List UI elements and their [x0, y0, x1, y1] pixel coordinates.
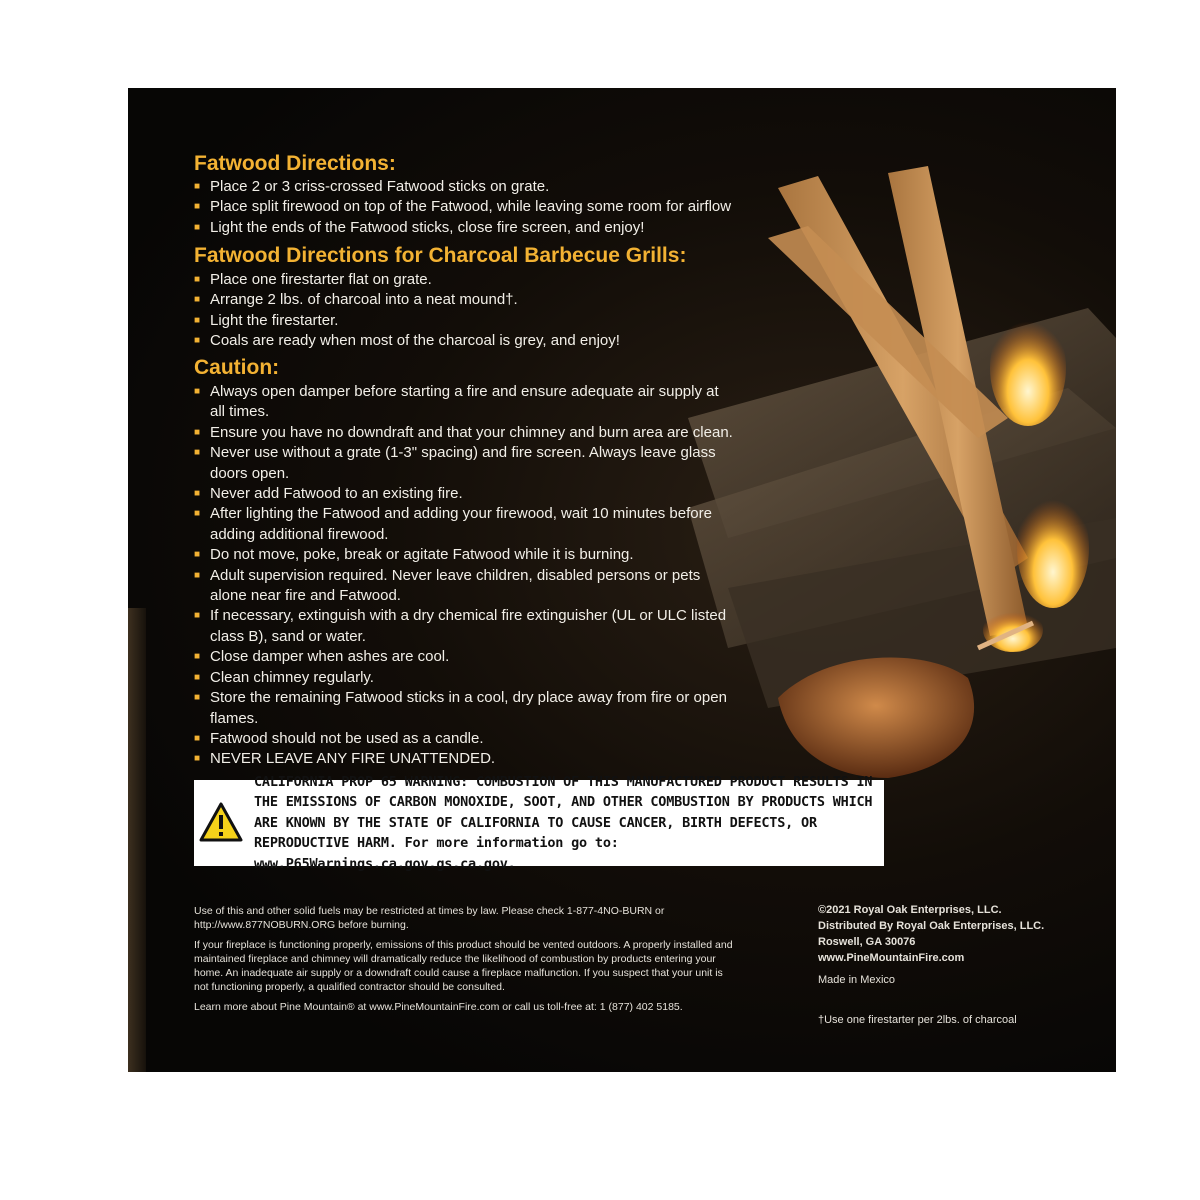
heading-fatwood-directions: Fatwood Directions:: [194, 152, 396, 175]
list-item: ■ Never use without a grate (1-3" spacing) and fire screen. Always leave glass doors open.: [194, 443, 734, 484]
warning-triangle-icon: [198, 800, 244, 846]
list-item: ■ Store the remaining Fatwood sticks in a cool, dry place away from fire or open flames.: [194, 688, 734, 729]
prop65-warning-box: [194, 773, 884, 872]
list-item: ■ Light the firestarter.: [194, 311, 764, 331]
burn-restriction-note: Use of this and other solid fuels may be restricted at times by law. Please check 1-877-4NO-BURN or http://www.877NOBURN.ORG before burning.: [194, 905, 665, 931]
heading-charcoal-directions: Fatwood Directions for Charcoal Barbecue Grills:: [194, 244, 687, 267]
list-item: ■ Ensure you have no downdraft and that your chimney and burn area are clean.: [194, 423, 734, 443]
list-item: ■ Place one firestarter flat on grate.: [194, 270, 764, 290]
list-item: ■ Coals are ready when most of the charcoal is grey, and enjoy!: [194, 331, 764, 351]
list-item: ■ Clean chimney regularly.: [194, 668, 734, 688]
list-item: ■ Place split firewood on top of the Fatwood, while leaving some room for airflow: [194, 197, 764, 217]
list-item: ■ Place 2 or 3 criss-crossed Fatwood sticks on grate.: [194, 177, 764, 197]
charcoal-directions-list: [194, 270, 764, 352]
heading-caution: Caution:: [194, 356, 280, 379]
website: www.PineMountainFire.com: [818, 952, 965, 964]
instructions-content: [128, 88, 1116, 1072]
copyright: ©2021 Royal Oak Enterprises, LLC.: [818, 904, 1002, 916]
company-info: [818, 902, 1088, 1028]
list-item: ■ Fatwood should not be used as a candle.: [194, 729, 734, 749]
fatwood-directions-list: [194, 177, 764, 238]
distributor: Distributed By Royal Oak Enterprises, LLC.: [818, 920, 1045, 932]
list-item: ■ Never add Fatwood to an existing fire.: [194, 484, 734, 504]
list-item: ■ If necessary, extinguish with a dry chemical fire extinguisher (UL or ULC listed class B), sand or water.: [194, 606, 734, 647]
package-back-panel: [128, 88, 1116, 1072]
list-item: ■ NEVER LEAVE ANY FIRE UNATTENDED.: [194, 749, 734, 769]
prop65-warning-text: CALIFORNIA PROP 65 WARNING: COMBUSTION OF THIS MANUFACTURED PRODUCT RESULTS IN THE EMISSIONS OF CARBON MONOXIDE, SOOT, AND OTHER COMBUSTION BY PRODUCTS WHICH ARE KNOWN BY THE STATE OF CALIFORNIA TO CAUSE CANCER, BIRTH DEFECTS, OR REPRODUCTIVE HARM. For more information go to: www.P65Warnings.ca.gov.gs.ca.gov.: [254, 773, 873, 872]
list-item: ■ Arrange 2 lbs. of charcoal into a neat mound†.: [194, 290, 764, 310]
list-item: ■ Adult supervision required. Never leave children, disabled persons or pets alone near fire and Fatwood.: [194, 566, 734, 607]
list-item: ■ Do not move, poke, break or agitate Fatwood while it is burning.: [194, 545, 734, 565]
list-item: ■ Always open damper before starting a fire and ensure adequate air supply at all times.: [194, 382, 734, 423]
fireplace-emissions-note: If your fireplace is functioning properly, emissions of this product should be vented outdoors. A properly installed and maintained fireplace and chimney will dramatically reduce the likelihood of combustion by products entering your home. An inadequate air supply or a downdraft could cause a fireplace malfunction. If you suspect that your unit is not functioning properly, a qualified contractor should be consulted.: [194, 939, 733, 993]
legal-fine-print: [194, 904, 734, 1020]
city: Roswell, GA 30076: [818, 936, 916, 948]
list-item: ■ After lighting the Fatwood and adding your firewood, wait 10 minutes before adding additional firewood.: [194, 504, 734, 545]
list-item: ■ Close damper when ashes are cool.: [194, 647, 734, 667]
charcoal-footnote: †Use one firestarter per 2lbs. of charcoal: [818, 1014, 1017, 1026]
country-of-origin: Made in Mexico: [818, 974, 896, 986]
learn-more-note: Learn more about Pine Mountain® at www.PineMountainFire.com or call us toll-free at: 1 (877) 402 5185.: [194, 1001, 683, 1013]
list-item: ■ Light the ends of the Fatwood sticks, close fire screen, and enjoy!: [194, 218, 764, 238]
caution-list: [194, 382, 734, 770]
